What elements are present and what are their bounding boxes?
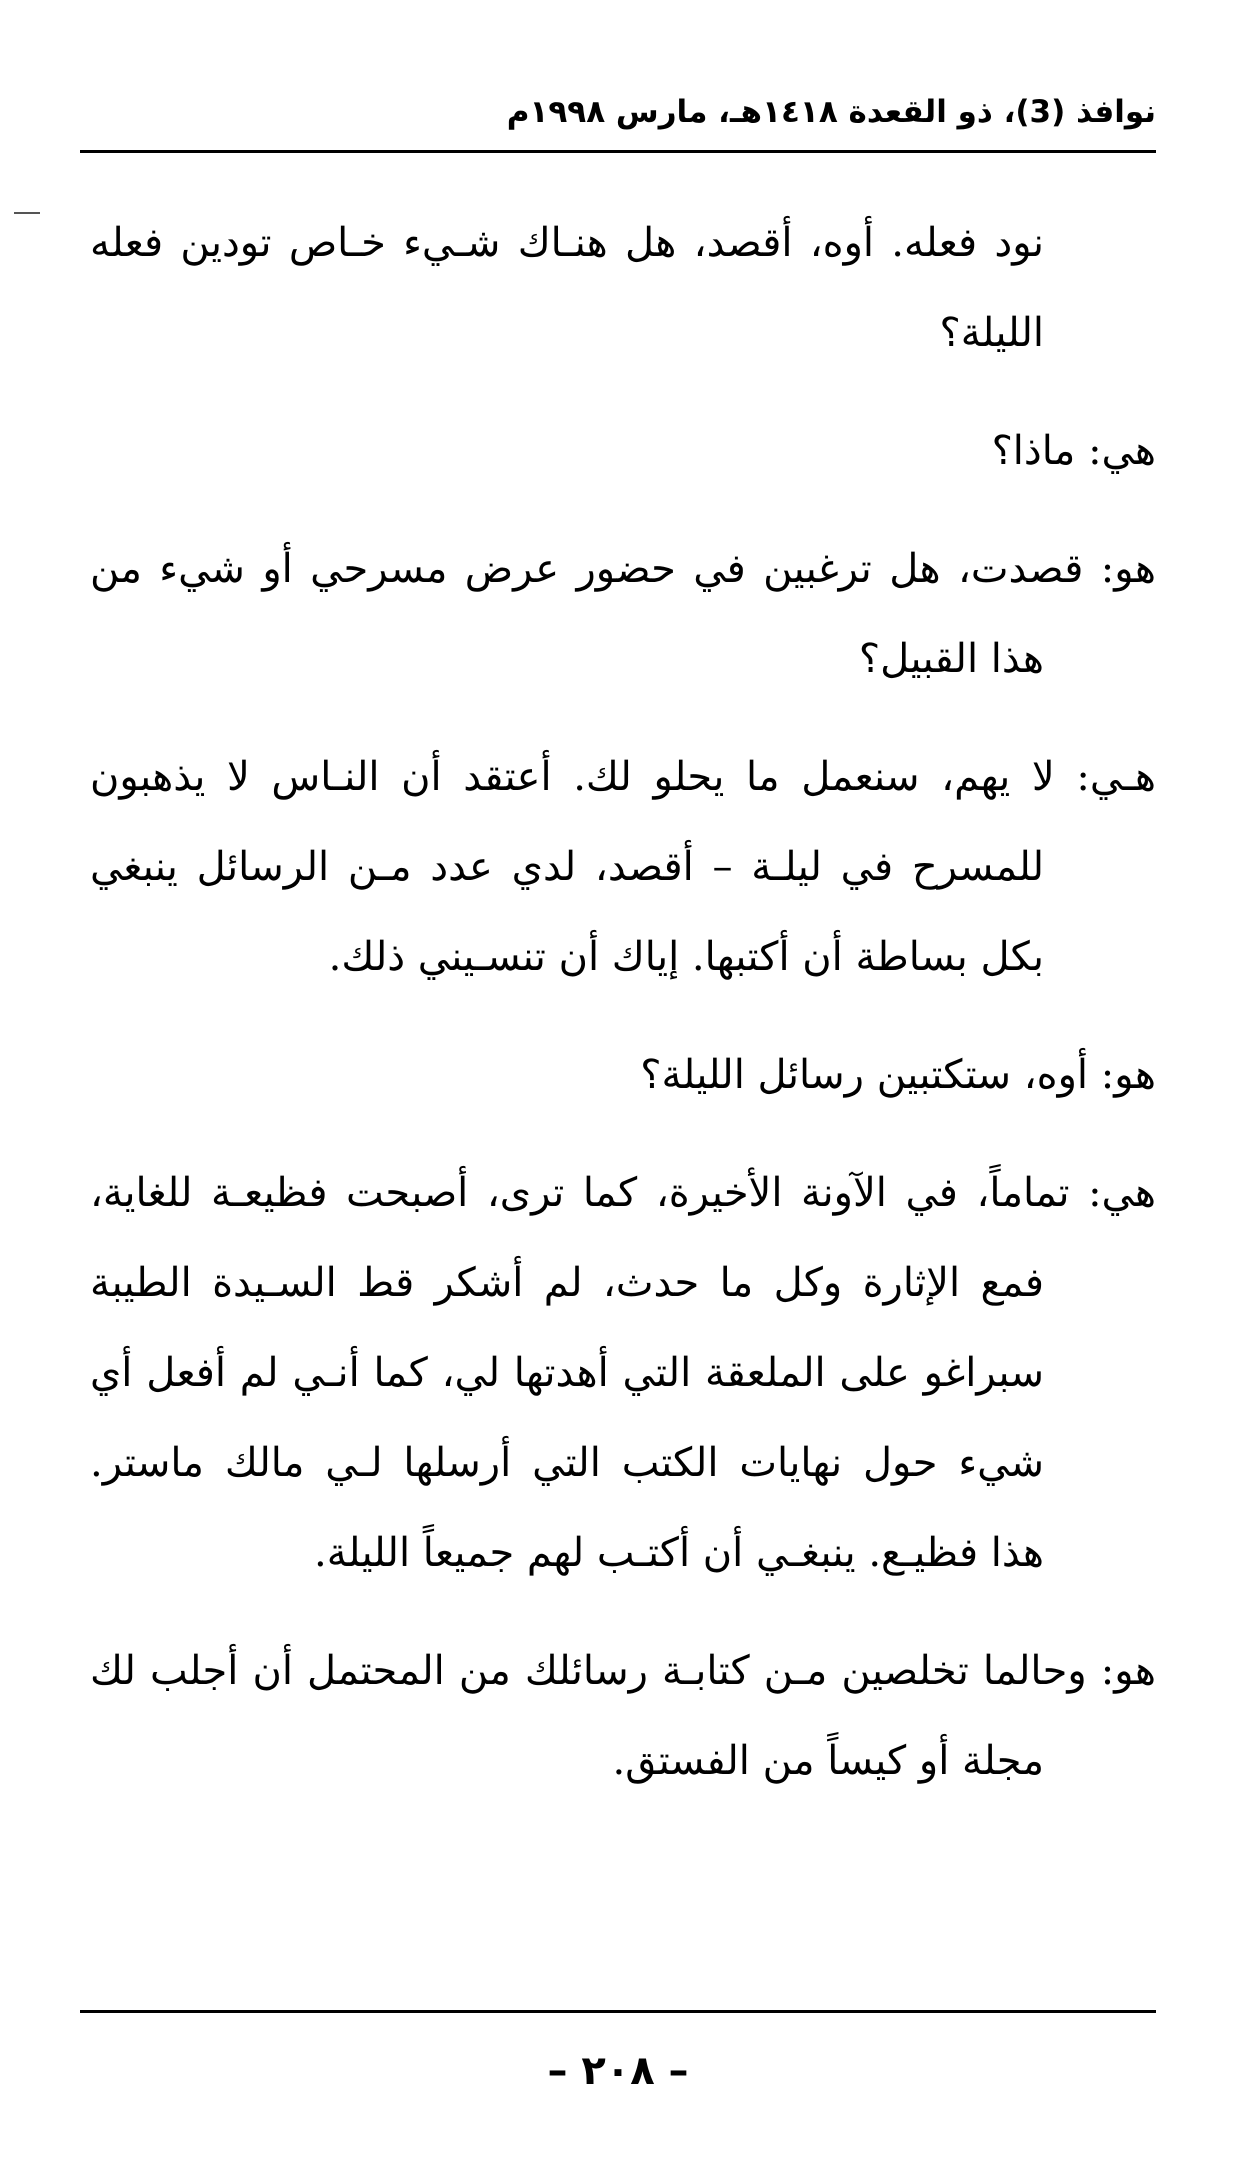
- dialogue-text: تماماً، في الآونة الأخيرة، كما ترى، أصبحت فظيعـة للغاية، فمع الإثارة وكل ما حدث، لم أشكر قط السـيدة الطيبة سبراغو على الملعقة التي أهدتها لي، كما أنـي لم أفعل أي شيء حول نهايات الكتب التي أرسلها لـي مالك ماستر. هذا فظيـع. ينبغـي أن أكتـب لهم جميعاً الليلة.: [90, 1170, 1070, 1576]
- dialogue-body: [90, 198, 1156, 1834]
- footer-rule: [80, 2010, 1156, 2013]
- speaker-label: هي:: [1088, 428, 1156, 474]
- dialogue-text: وحالما تخلصين مـن كتابـة رسائلك من المحتمل أن أجلب لك مجلة أو كيساً من الفستق.: [90, 1648, 1087, 1784]
- dialogue-paragraph: [90, 524, 1156, 704]
- dialogue-paragraph: [90, 1148, 1156, 1598]
- dialogue-text: أوه، ستكتبين رسائل الليلة؟: [640, 1052, 1089, 1098]
- header-rule: [80, 150, 1156, 153]
- dialogue-paragraph: [90, 1030, 1156, 1120]
- speaker-label: هو:: [1100, 546, 1156, 592]
- dialogue-text: نود فعله. أوه، أقصد، هل هنـاك شـيء خـاص تودين فعله الليلة؟: [90, 220, 1044, 356]
- dialogue-paragraph: [90, 1626, 1156, 1806]
- dialogue-paragraph: [90, 732, 1156, 1002]
- dialogue-paragraph: [90, 198, 1156, 378]
- dialogue-text: لا يهم، سنعمل ما يحلو لك. أعتقد أن النـاس لا يذهبون للمسرح في ليلـة – أقصد، لدي عدد مـن الرسائل ينبغي بكل بساطة أن أكتبها. إياك أن تنسـيني ذلك.: [90, 754, 1055, 980]
- speaker-label: هو:: [1100, 1052, 1156, 1098]
- scan-artifact-mark: [14, 212, 40, 214]
- dialogue-paragraph: [90, 406, 1156, 496]
- dialogue-text: قصدت، هل ترغبين في حضور عرض مسرحي أو شيء من هذا القبيل؟: [90, 546, 1084, 682]
- page-number: – ٢٠٨ –: [547, 2048, 689, 2094]
- speaker-label: هـي:: [1076, 754, 1156, 800]
- dialogue-text: ماذا؟: [991, 428, 1076, 474]
- running-header: نوافذ (3)، ذو القعدة ١٤١٨هـ، مارس ١٩٩٨م: [506, 94, 1156, 130]
- speaker-label: هو:: [1100, 1648, 1157, 1694]
- speaker-label: هي:: [1088, 1170, 1156, 1216]
